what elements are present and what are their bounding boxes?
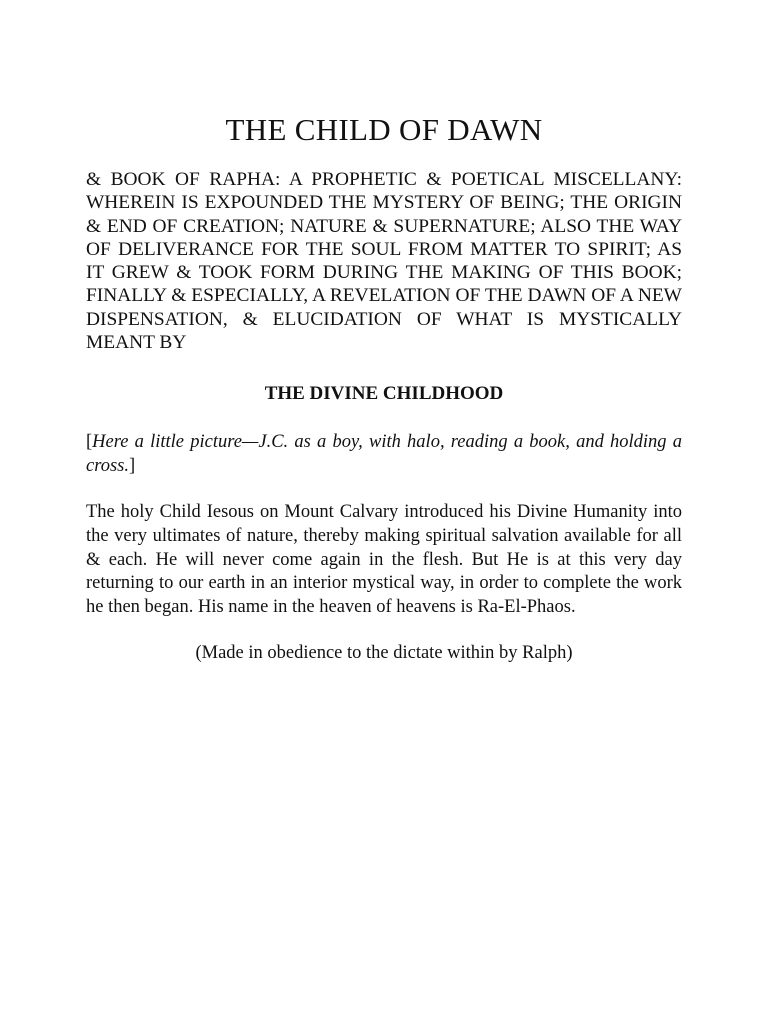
note-open-bracket: [ <box>86 432 93 453</box>
document-page <box>86 0 682 666</box>
note-close-bracket: ] <box>129 455 136 476</box>
picture-note <box>86 431 682 478</box>
section-heading: THE DIVINE CHILDHOOD <box>264 383 504 405</box>
body-paragraph: The holy Child Iesous on Mount Calvary introduced his Divine Humanity into the very ultimates of nature, thereby making spiritual salvation available for all & each. He will never come again in the flesh. But He is at this very day returning to our earth in an interior mystical way, in order to complete the work he then began. His name in the heaven of heavens is Ra-El-Phaos. <box>86 502 682 617</box>
document-title: THE CHILD OF DAWN <box>225 112 543 147</box>
note-text: Here a little picture—J.C. as a boy, with halo, reading a book, and holding a cross. <box>86 432 682 476</box>
document-subtitle: & BOOK OF RAPHA: A PROPHETIC & POETICAL MISCELLANY: WHEREIN IS EXPOUNDED THE MYSTERY OF BEING; THE ORIGIN & END OF CREATION; NATURE & SUPERNATURE; ALSO THE WAY OF DELIVERANCE FOR THE SOUL FROM MATTER TO SPIRIT; AS IT GREW & TOOK FORM DURING THE MAKING OF THIS BOOK; FINALLY & ESPECIALLY, A REVELATION OF THE DAWN OF A NEW DISPENSATION, & ELUCIDATION OF WHAT IS MYSTICALLY MEANT BY <box>86 169 682 354</box>
credit-line: (Made in obedience to the dictate within by Ralph) <box>195 643 573 664</box>
